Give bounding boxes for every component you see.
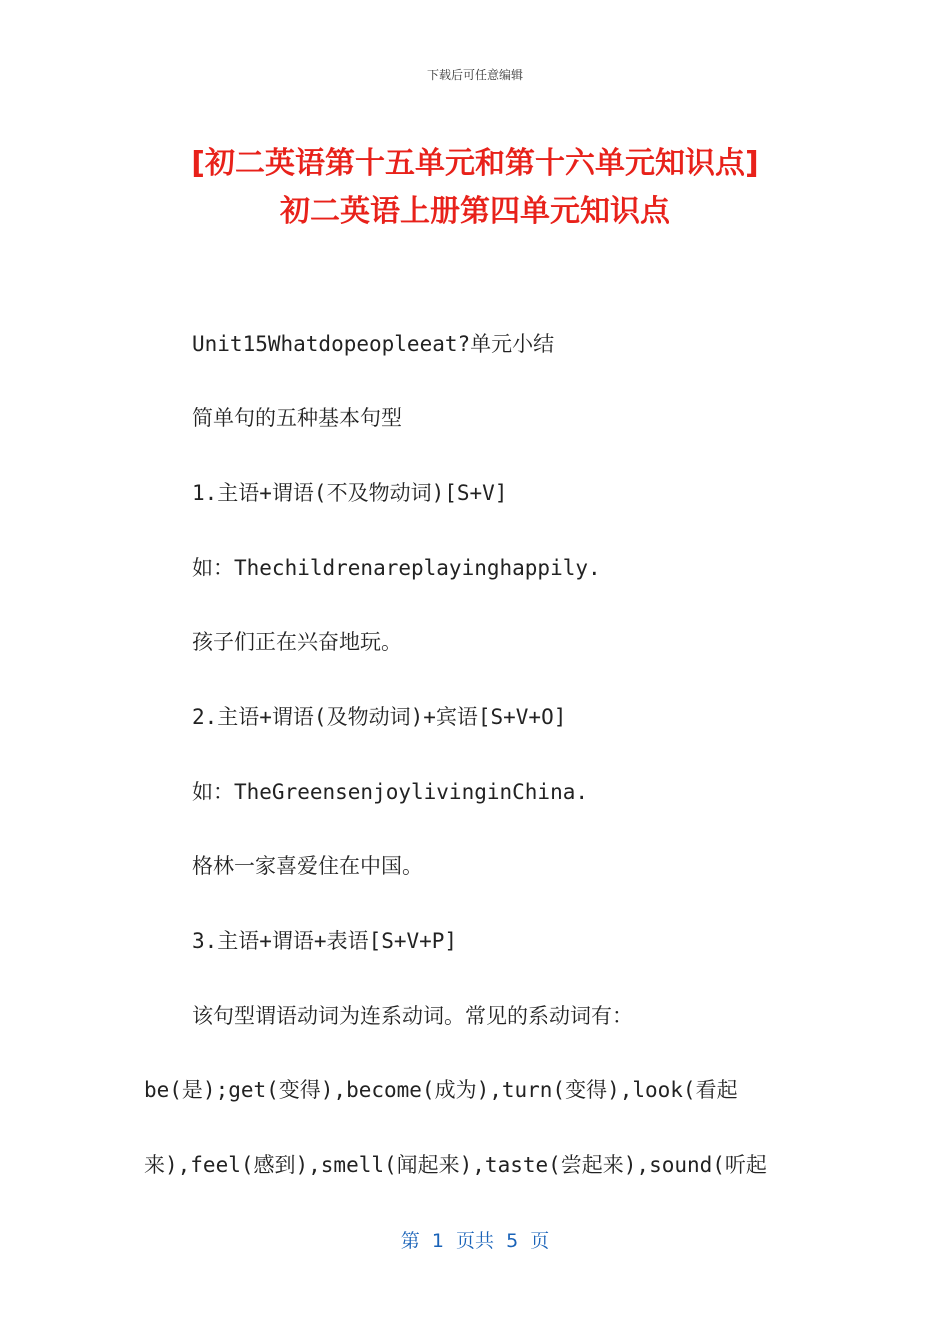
title-line-2: 初二英语上册第四单元知识点 xyxy=(280,194,670,229)
example-2-zh: 格林一家喜爱住在中国。 xyxy=(192,854,423,878)
pattern-3-note: 该句型谓语动词为连系动词。常见的系动词有： xyxy=(192,1004,633,1028)
linking-verbs-line-2: 来),feel(感到),smell(闻起来),taste(尝起来),sound(听起 xyxy=(144,1153,767,1177)
linking-verbs-line-1: be(是);get(变得),become(成为),turn(变得),look(看起 xyxy=(144,1078,738,1102)
unit-heading: Unit15Whatdopeopleeat?单元小结 xyxy=(192,332,555,356)
header-note: 下载后可任意编辑 xyxy=(426,68,523,82)
example-2-en: 如：TheGreensenjoylivinginChina. xyxy=(192,780,589,804)
title-line-1: [初二英语第十五单元和第十六单元知识点] xyxy=(191,146,759,181)
example-1-en: 如：Thechildrenareplayinghappily. xyxy=(192,556,601,580)
example-1-zh: 孩子们正在兴奋地玩。 xyxy=(192,630,402,654)
page-footer: 第 1 页共 5 页 xyxy=(400,1230,550,1252)
pattern-1: 1.主语+谓语(不及物动词)[S+V] xyxy=(192,481,508,505)
page-title xyxy=(60,140,890,236)
pattern-2: 2.主语+谓语(及物动词)+宾语[S+V+O] xyxy=(192,705,567,729)
pattern-3: 3.主语+谓语+表语[S+V+P] xyxy=(192,929,458,953)
section-heading: 简单句的五种基本句型 xyxy=(192,406,402,430)
